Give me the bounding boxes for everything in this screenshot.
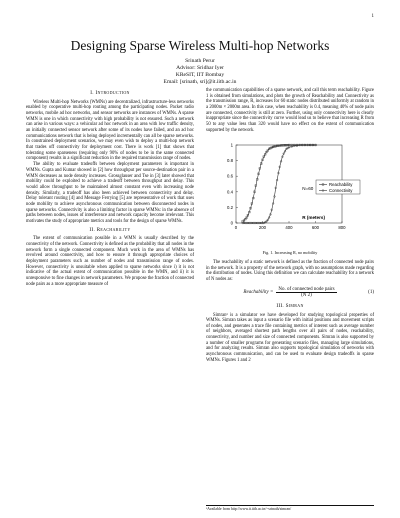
intro-paragraph-2: The ability to evaluate tradeoffs between deployment parameters is important in WMNs. Gupta and Kumar showed in [2] how throughput per source-destination pair in a WMN decreases as node density increases. Grossglauser and Tse in [3] later showed that mobility could be exploited to achieve a tradeoff between throughput and delay. This would allow throughput to be maintained almost constant even with increasing node density. Similarly, a tradeoff has also been achieved between connectivity and delay. Delay tolerant routing [4] and Message Ferrying [5] are representative of work that uses node mobility to achieve asynchronous communication between disconnected nodes in sparse networks. Connectivity is also a limiting factor in sparse WMNs: in the absence of paths between nodes, issues of interference and network capacity become irrelevant. This motivates the study of appropriate metrics and tools for the design of sparse WMNs.	[26, 162, 194, 224]
y-tick-label: 0	[230, 220, 233, 226]
x-tick-label: 0	[234, 225, 238, 231]
reachability-definition: The reachability of a static network is defined as the fraction of connected node pairs in the network. It is a property of the network graph, with no assumptions made regarding the distribution of nodes. Using this definition we can calculate reachability for a network of N nodes as:	[206, 259, 374, 282]
page-number: 1	[371, 14, 374, 19]
section-heading-simran: III. Simran	[276, 302, 304, 309]
figure-1-chart	[206, 137, 374, 249]
x-tick-label: 400	[285, 225, 293, 231]
affiliation: KReSIT, IIT Bombay	[175, 72, 225, 78]
y-tick-label: 0.4	[227, 189, 233, 195]
reachability-equation	[206, 287, 374, 299]
legend-label-reachability: Reachability	[329, 182, 353, 188]
y-tick-label: 0.8	[227, 158, 233, 164]
left-column	[26, 88, 194, 288]
email: Email: [srinath, sri]@it.iitb.ac.in	[163, 79, 237, 85]
y-tick-label: 0.6	[227, 173, 233, 179]
right-column	[206, 88, 374, 364]
legend-label-connectivity: Connectivity	[329, 188, 353, 194]
annotation-axis: R (meters)	[302, 215, 325, 221]
section-heading-reachability: II. Reachability	[89, 226, 131, 233]
y-tick-label: 1	[230, 142, 233, 148]
reachability-paragraph-1: The extent of communication possible in a WMN is usually described by the connectivity of the network. Connectivity is defined as the probability that all nodes in the network form a single connected component. Much work in the area of WMNs has revolved around connectivity, and how to ensure it through appropriate choices of deployment parameters such as number of nodes and transmission range of nodes. However, connectivity is unsuitable when applied to sparse networks since i) it is not indicative of the actual extent of communication possible in the WMN, and ii) it is unresponsive to fine changes in network parameters. We propose the fraction of connected node pairs as a more appropriate measure of	[26, 236, 194, 287]
x-tick-label: 600	[311, 225, 320, 231]
equation-number: (1)	[368, 289, 374, 295]
x-tick-label: 800	[338, 225, 346, 231]
annotation-n: N=60	[302, 186, 314, 192]
equation-numerator: No. of connected node pairs	[278, 286, 335, 292]
author-name: Srinath Perur	[185, 58, 215, 64]
y-tick-label: 0.2	[227, 205, 233, 211]
series-line-reachability	[243, 145, 316, 221]
simran-paragraph: Simran¹ is a simulator we have developed for studying topological properties of WMNs. Simran takes as input a scenario file with initial positions and movement scripts of nodes, and generates a trace file containing metrics of interest such as average number of neighbors, averaged shortest path lengths over all pairs of nodes, reachability, connectivity, and number and size of connected components. Simran is also supported by a number of smaller programs for generating scenario files, managing large simulations, and for analyzing results. Simran also supports topological simulation of networks with asynchronous communication, and can be used to evaluate design tradeoffs in sparse WMNs. Figures 1 and 2	[206, 312, 374, 363]
equation-lhs: Reachability =	[243, 289, 274, 295]
equation-denominator: (N 2)	[301, 293, 312, 299]
footnote: ¹Available from http://www.it.iitb.ac.in/~srinath/simran/	[206, 505, 374, 511]
reachability-paragraph-2: the communication capabilities of a sparse network, and call this term reachability. Figure 1 is obtained from simulations, and plots the growth of Reachability and Connectivity as the transmission range, R, increases for 60 static nodes distributed uniformly at random in a 2000m × 2000m area. In this case, when reachability is 0.4, meaning 40% of node pairs are connected, connectivity is still at zero. Further, using only connectivity here is clearly inappropriate since the connectivity curve would lead us to believe that increasing R from 50 to any value less than 320 would have no effect on the extent of communication supported by the network.	[206, 88, 374, 133]
paper-title: Designing Sparse Wireless Multi-hop Networks	[70, 38, 330, 53]
x-tick-label: 200	[258, 225, 267, 231]
intro-paragraph-1: Wireless Multi-hop Networks (WMNs) are decentralized, infrastructure-less networks enabled by cooperative multi-hop routing among the participating nodes. Packet radio networks, mobile ad hoc networks, and sensor networks are instances of WMNs. A sparse WMN is one in which connectivity with high probability is not ensured. Such a network can arise in various ways: a vehicular ad hoc network in an area with low traffic density, an initially connected sensor network after some of its nodes have failed, and an ad hoc communications network that is being deployed incrementally can all be sparse networks. In constrained deployment scenarios, we may even wish to deploy a multi-hop network that trades off connectivity for deployment cost. There is work [1] that shows that tolerating some sparseness (requiring only 90% of nodes to be in the same connected component) results in a significant reduction in the required transmission range of nodes.	[26, 99, 194, 162]
series-line-connectivity	[243, 145, 316, 223]
figure-caption: Fig. 1. Increasing R, no mobility	[262, 250, 318, 256]
advisor: Advisor: Sridhar Iyer	[176, 65, 224, 71]
equation-fraction	[276, 287, 336, 299]
section-heading-intro: I. Introduction	[90, 90, 130, 96]
